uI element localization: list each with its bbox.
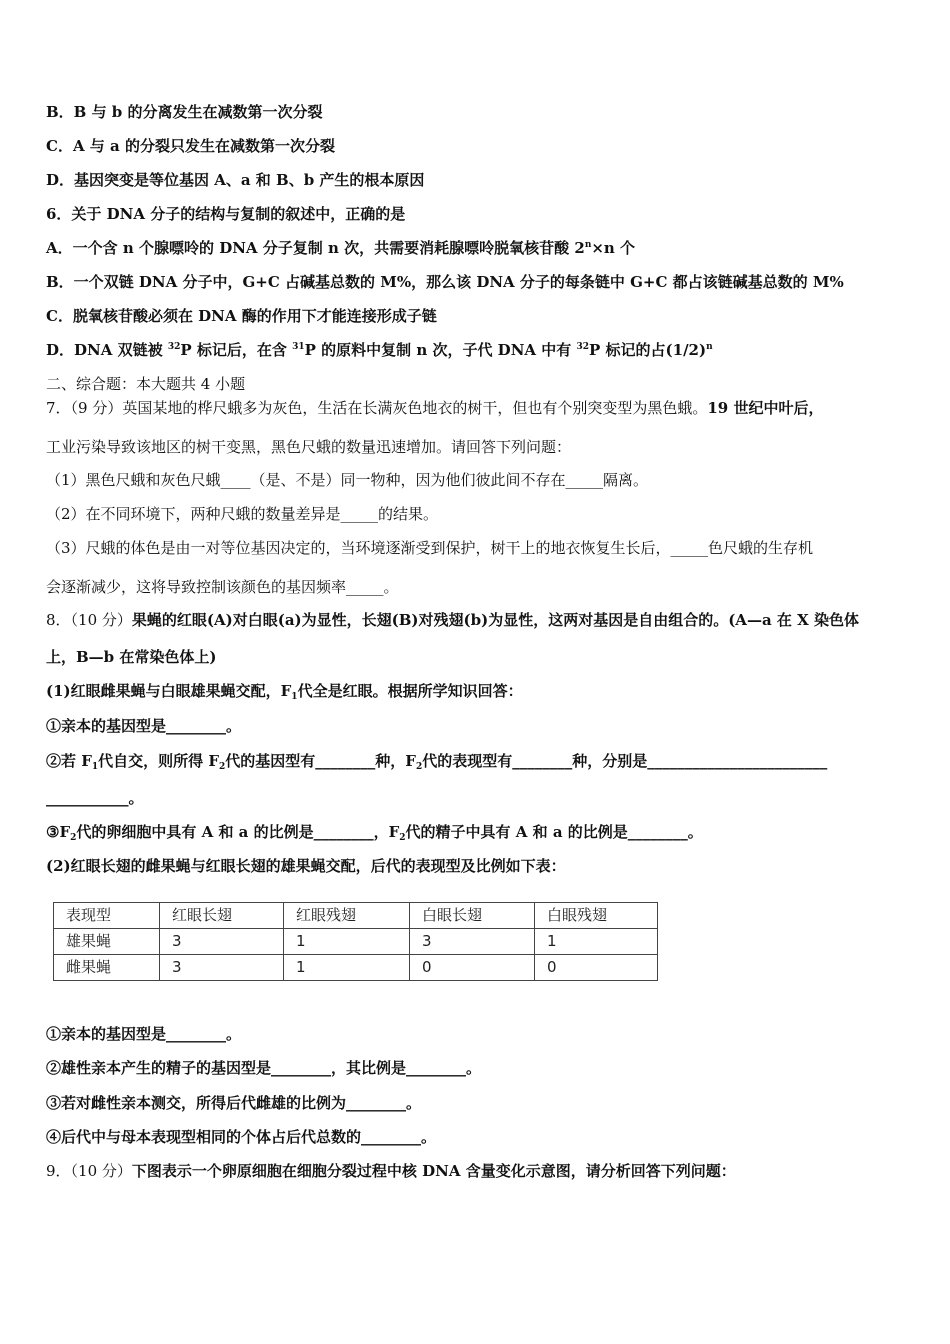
- section-2-title: 二、综合题：本大题共 4 小题: [46, 375, 246, 393]
- q7-part-2: （2）在不同环境下，两种尺蛾的数量差异是_____的结果。: [46, 505, 439, 523]
- q7-part-3-cont: 会逐渐减少，这将导致控制该颜色的基因频率_____。: [46, 578, 399, 596]
- table-cell: 1: [284, 929, 410, 955]
- table-cell: 雄果蝇: [54, 929, 160, 955]
- table-row: [54, 955, 658, 981]
- q6-option-c: C．脱氧核苷酸必须在 DNA 酶的作用下才能连接形成子链: [46, 307, 437, 325]
- table-header-row: [54, 903, 658, 929]
- q6-option-d: D．DNA 双链被 $^{32}$P 标记后，在含 $^{31}$P 的原料中复制 n 次，子代 DNA 中有 $^{32}$P 标记的占$(1/2)^n$: [46, 341, 713, 359]
- q7-line-1: 7．（9 分）英国某地的桦尺蛾多为灰色，生活在长满灰色地衣的树干，但也有个别突变型为黑色蛾。19 世纪中叶后，: [46, 399, 824, 417]
- q8-sub-2-q2: ②雄性亲本产生的精子的基因型是________，其比例是________。: [46, 1059, 482, 1077]
- q8-sub-2-q1: ①亲本的基因型是________。: [46, 1025, 242, 1043]
- q8-sub-2-q3: ③若对雌性亲本测交，所得后代雌雄的比例为________。: [46, 1094, 422, 1112]
- table-row: [54, 929, 658, 955]
- table-header-cell: 白眼长翅: [410, 903, 535, 929]
- table-cell: 0: [535, 955, 658, 981]
- q8-sub-1-q1: ①亲本的基因型是________。: [46, 717, 242, 735]
- phenotype-table: [53, 902, 658, 981]
- table-header-cell: 红眼长翅: [160, 903, 284, 929]
- table-cell: 3: [410, 929, 535, 955]
- q8-line-1: 8．（10 分）果蝇的红眼(A)对白眼(a)为显性，长翅(B)对残翅(b)为显性，这两对基因是自由组合的。(A—a 在 X 染色体: [46, 611, 859, 629]
- table-cell: 0: [410, 955, 535, 981]
- q6-stem: 6．关于 DNA 分子的结构与复制的叙述中，正确的是: [46, 205, 406, 223]
- q6-option-b: B．一个双链 DNA 分子中，G+C 占碱基总数的 M%，那么该 DNA 分子的每条链中 G+C 都占该链碱基总数的 M%: [46, 273, 844, 291]
- table-cell: 3: [160, 929, 284, 955]
- q8-sub-1-q2-cont: ___________。: [46, 789, 144, 807]
- q5-option-d: D．基因突变是等位基因 A、a 和 B、b 产生的根本原因: [46, 171, 425, 189]
- q5-option-c: C．A 与 a 的分裂只发生在减数第一次分裂: [46, 137, 335, 155]
- q7-line-2: 工业污染导致该地区的树干变黑，黑色尺蛾的数量迅速增加。请回答下列问题：: [46, 438, 572, 456]
- q8-sub-2-q4: ④后代中与母本表现型相同的个体占后代总数的________。: [46, 1128, 437, 1146]
- q7-part-1: （1）黑色尺蛾和灰色尺蛾____（是、不是）同一物种，因为他们彼此间不存在_____隔离。: [46, 471, 649, 489]
- table-cell: 1: [535, 929, 658, 955]
- table-header-cell: 白眼残翅: [535, 903, 658, 929]
- q7-part-3: （3）尺蛾的体色是由一对等位基因决定的，当环境逐渐受到保护，树干上的地衣恢复生长后，_____色尺蛾的生存机: [46, 539, 814, 557]
- q9-stem: 9．（10 分）下图表示一个卵原细胞在细胞分裂过程中核 DNA 含量变化示意图，请分析回答下列问题：: [46, 1162, 736, 1180]
- table-header-cell: 表现型: [54, 903, 160, 929]
- q8-sub-2: (2)红眼长翅的雌果蝇与红眼长翅的雄果蝇交配，后代的表现型及比例如下表：: [46, 857, 566, 875]
- q8-sub-1-q2: ②若 $F_1$代自交，则所得 $F_2$代的基因型有________种，$F_2$代的表现型有________种，分别是________________________: [46, 752, 828, 772]
- q8-line-2: 上，B—b 在常染色体上): [46, 648, 217, 666]
- q5-option-b: B．B 与 b 的分离发生在减数第一次分裂: [46, 103, 323, 121]
- table-cell: 雌果蝇: [54, 955, 160, 981]
- q6-option-a: A．一个含 n 个腺嘌呤的 DNA 分子复制 n 次，共需要消耗腺嘌呤脱氧核苷酸 $2^n\times n$ 个: [46, 239, 636, 257]
- table-header-cell: 红眼残翅: [284, 903, 410, 929]
- table-cell: 3: [160, 955, 284, 981]
- q8-sub-1: (1)红眼雌果蝇与白眼雄果蝇交配，$F_1$代全是红眼。根据所学知识回答：: [46, 682, 523, 702]
- q8-sub-1-q3: $③F_2$代的卵细胞中具有 A 和 a 的比例是________，$F_2$代的精子中具有 A 和 a 的比例是________。: [46, 823, 703, 843]
- table-cell: 1: [284, 955, 410, 981]
